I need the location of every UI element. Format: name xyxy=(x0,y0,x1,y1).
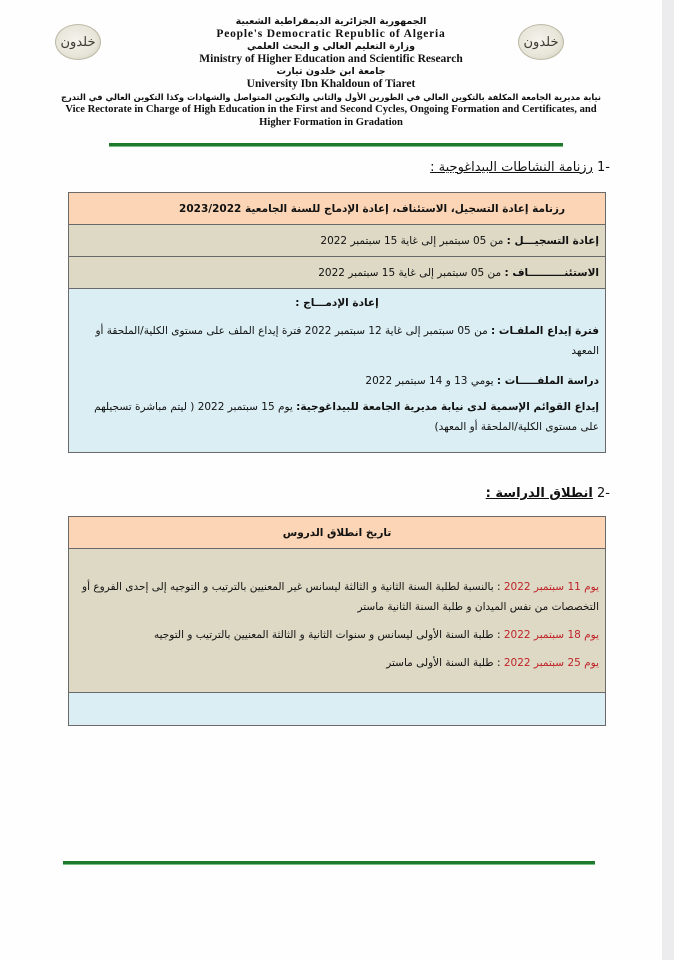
file-study-label: دراسة الملفـــــات : xyxy=(496,375,599,387)
course-start-text: : طلبة السنة الأولى ماستر xyxy=(386,657,501,669)
calendar-table-1 xyxy=(68,192,606,453)
file-submission-value: من 05 سبتمبر إلى غاية 12 سبتمبر 2022 فترة إيداع الملف على مستوى الكلية/الملحقة أو المعهد xyxy=(95,325,599,357)
table-1-header: رزنامة إعادة التسجيل، الاستئناف، إعادة الإدماج للسنة الجامعية 2023/2022 xyxy=(69,193,606,225)
file-study-value: يومي 13 و 14 سبتمبر 2022 xyxy=(365,375,494,387)
file-study-row xyxy=(75,371,599,391)
file-submission-label: فترة إيداع الملفـات : xyxy=(491,325,599,337)
footer-divider xyxy=(63,861,595,864)
course-start-entry xyxy=(75,577,599,617)
reintegration-title: إعادة الإدمـــاج : xyxy=(295,297,379,309)
table-2-header: تاريخ انطلاق الدروس xyxy=(69,517,606,549)
course-start-text: : بالنسبة لطلبة السنة الثانية و الثالثة ليسانس غير المعنيين بالترتيب و التوجيه إلى إحدى الفروع أو التخصصات من نفس الميدان و طلبة السنة الثانية ماستر xyxy=(82,581,599,613)
arabic-republic: الجمهورية الجزائرية الديمقراطية الشعبية xyxy=(235,16,427,27)
empty-row xyxy=(69,693,606,726)
section-1-number: -1 xyxy=(597,160,610,175)
course-start-date: يوم 11 سبتمبر 2022 xyxy=(503,581,599,593)
university-seal-right-icon: خلدون xyxy=(518,24,564,60)
reregistration-value: من 05 سبتمبر إلى غاية 15 سبتمبر 2022 xyxy=(320,234,504,247)
resumption-value: من 05 سبتمبر إلى غاية 15 سبتمبر 2022 xyxy=(318,266,502,279)
arabic-university: جامعة ابن خلدون تيارت xyxy=(276,66,386,77)
arabic-vice-rectorate: نيابة مديرية الجامعة المكلفة بالتكوين العالي في الطورين الأول والثاني والتكوين المتواصل والشهادات وكذا التكوين العالي في التدرج xyxy=(60,92,602,102)
course-start-cell xyxy=(69,549,606,693)
reregistration-label: إعادة التسجيـــل : xyxy=(506,234,599,247)
course-start-date: يوم 18 سبتمبر 2022 xyxy=(503,629,599,641)
section-1-title xyxy=(430,160,610,175)
reregistration-row xyxy=(69,225,606,257)
resumption-row xyxy=(69,257,606,289)
english-vice-rectorate-line1: Vice Rectorate in Charge of High Education in the First and Second Cycles, Ongoing Formation and Certificates, and xyxy=(65,104,597,115)
lists-label: إيداع القوائم الإسمية لدى نيابة مديرية الجامعة للبيداغوجية: xyxy=(296,401,599,413)
section-2-label: انطلاق الدراسة : xyxy=(485,486,593,501)
file-submission-row xyxy=(75,321,599,361)
arabic-ministry: وزارة التعليم العالي و البحث العلمي xyxy=(247,41,415,52)
section-1-label: رزنامة النشاطات البيداغوجية : xyxy=(430,160,593,175)
course-start-text: : طلبة السنة الأولى ليسانس و سنوات الثانية و الثالثة المعنيين بالترتيب و التوجيه xyxy=(153,629,501,641)
course-start-date: يوم 25 سبتمبر 2022 xyxy=(503,657,599,669)
section-2-number: -2 xyxy=(597,486,610,501)
english-university: University Ibn Khaldoun of Tiaret xyxy=(246,78,416,90)
calendar-table-2 xyxy=(68,516,606,726)
lists-value: يوم 15 سبتمبر 2022 ( ليتم مباشرة تسجيلهم على مستوى الكلية/الملحقة أو المعهد) xyxy=(94,401,599,433)
english-vice-rectorate-line2: Higher Formation in Gradation xyxy=(259,117,403,128)
page-edge xyxy=(662,0,674,960)
section-2-title xyxy=(486,486,610,501)
english-republic: People's Democratic Republic of Algeria xyxy=(216,28,446,40)
resumption-label: الاستئنــــــــــاف : xyxy=(504,266,599,279)
course-start-entry xyxy=(75,653,599,673)
english-ministry: Ministry of Higher Education and Scientific Research xyxy=(199,53,463,65)
header-divider xyxy=(109,143,563,146)
letterhead xyxy=(0,16,662,129)
university-seal-left-icon: خلدون xyxy=(55,24,101,60)
reintegration-cell xyxy=(69,289,606,453)
lists-row xyxy=(75,397,599,437)
course-start-entry xyxy=(75,625,599,645)
